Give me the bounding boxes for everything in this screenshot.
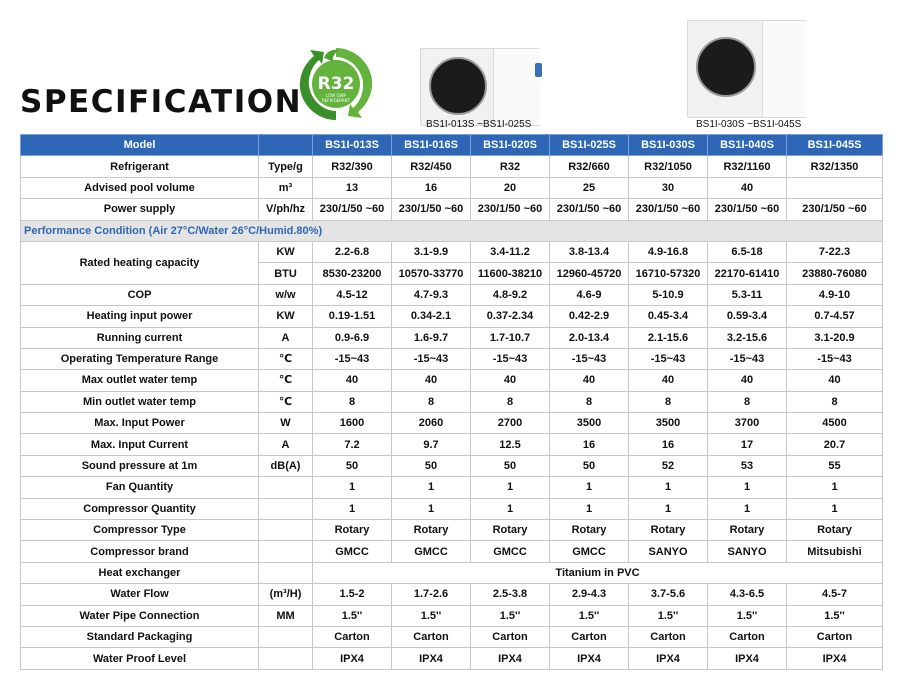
cell-value: 20 bbox=[471, 177, 550, 198]
cell-value: 8 bbox=[471, 391, 550, 412]
cell-value: 1.5'' bbox=[708, 605, 787, 626]
cell-value: 50 bbox=[550, 455, 629, 476]
cell-value: 2.5-3.8 bbox=[471, 584, 550, 605]
cell-value: 4.3-6.5 bbox=[708, 584, 787, 605]
cell-value: 8 bbox=[313, 391, 392, 412]
cell-value: 4.7-9.3 bbox=[392, 284, 471, 305]
cell-value: 1 bbox=[629, 498, 708, 519]
cell-value: Mitsubishi bbox=[787, 541, 883, 562]
cell-value: 1 bbox=[392, 477, 471, 498]
cell-value: 1.7-10.7 bbox=[471, 327, 550, 348]
row-unit: ℃ bbox=[259, 348, 313, 369]
cell-value: 1.5'' bbox=[550, 605, 629, 626]
row-unit bbox=[259, 541, 313, 562]
cell-value: 1 bbox=[629, 477, 708, 498]
row-label: Sound pressure at 1m bbox=[21, 455, 259, 476]
cell-value: 13 bbox=[313, 177, 392, 198]
cell-value: 11600-38210 bbox=[471, 263, 550, 284]
cell-value: 16710-57320 bbox=[629, 263, 708, 284]
cell-value: 1 bbox=[313, 498, 392, 519]
cell-value: 25 bbox=[550, 177, 629, 198]
cell-value: GMCC bbox=[550, 541, 629, 562]
cell-value: 4500 bbox=[787, 413, 883, 434]
row-unit: m³ bbox=[259, 177, 313, 198]
cell-value: 1.5'' bbox=[313, 605, 392, 626]
section-title: Performance Condition (Air 27°C/Water 26°C/Humid.80%) bbox=[21, 220, 883, 241]
product-image-large-unit bbox=[687, 20, 807, 118]
page-title: SPECIFICATION bbox=[20, 84, 303, 120]
svg-text:R32: R32 bbox=[317, 74, 355, 94]
table-row bbox=[21, 626, 883, 647]
cell-value: 1600 bbox=[313, 413, 392, 434]
cell-value: 16 bbox=[392, 177, 471, 198]
row-unit: (m³/H) bbox=[259, 584, 313, 605]
table-row bbox=[21, 413, 883, 434]
row-label: Compressor Quantity bbox=[21, 498, 259, 519]
row-label: Water Proof Level bbox=[21, 648, 259, 669]
cell-value: -15~43 bbox=[708, 348, 787, 369]
header-model: BS1I-040S bbox=[708, 135, 787, 156]
table-header-row bbox=[21, 135, 883, 156]
cell-value: 7-22.3 bbox=[787, 241, 883, 262]
cell-value: 1 bbox=[708, 477, 787, 498]
row-label: Advised pool volume bbox=[21, 177, 259, 198]
row-unit bbox=[259, 648, 313, 669]
header-unit bbox=[259, 135, 313, 156]
row-unit: V/ph/hz bbox=[259, 199, 313, 220]
table-row bbox=[21, 348, 883, 369]
cell-value: 16 bbox=[550, 434, 629, 455]
cell-value: 0.42-2.9 bbox=[550, 306, 629, 327]
row-label: Standard Packaging bbox=[21, 626, 259, 647]
cell-value: 0.45-3.4 bbox=[629, 306, 708, 327]
cell-value: 1 bbox=[392, 498, 471, 519]
row-label: Water Pipe Connection bbox=[21, 605, 259, 626]
table-row bbox=[21, 391, 883, 412]
heat-exchanger-row bbox=[21, 562, 883, 583]
cell-value: 2.9-4.3 bbox=[550, 584, 629, 605]
cell-value: 1.6-9.7 bbox=[392, 327, 471, 348]
cell-value: 52 bbox=[629, 455, 708, 476]
cell-value: IPX4 bbox=[787, 648, 883, 669]
cell-value: Rotary bbox=[313, 520, 392, 541]
row-unit: W bbox=[259, 413, 313, 434]
cell-value: -15~43 bbox=[550, 348, 629, 369]
cell-value: 2060 bbox=[392, 413, 471, 434]
row-label: Running current bbox=[21, 327, 259, 348]
row-label: Heat exchanger bbox=[21, 562, 259, 583]
cell-value: SANYO bbox=[708, 541, 787, 562]
cell-value: 0.19-1.51 bbox=[313, 306, 392, 327]
cell-value: R32 bbox=[471, 156, 550, 177]
cell-value: 20.7 bbox=[787, 434, 883, 455]
cell-value: 22170-61410 bbox=[708, 263, 787, 284]
table-row bbox=[21, 327, 883, 348]
cell-value: 3.1-9.9 bbox=[392, 241, 471, 262]
specification-table bbox=[20, 134, 883, 670]
cell-value: 8 bbox=[708, 391, 787, 412]
table-row bbox=[21, 306, 883, 327]
cell-value: 0.34-2.1 bbox=[392, 306, 471, 327]
row-unit bbox=[259, 477, 313, 498]
cell-value: 8 bbox=[392, 391, 471, 412]
row-label: COP bbox=[21, 284, 259, 305]
row-label: Rated heating capacity bbox=[21, 241, 259, 284]
cell-value: GMCC bbox=[471, 541, 550, 562]
cell-value: 50 bbox=[313, 455, 392, 476]
header-model: BS1I-025S bbox=[550, 135, 629, 156]
table-row bbox=[21, 648, 883, 669]
cell-value: 50 bbox=[392, 455, 471, 476]
cell-value: SANYO bbox=[629, 541, 708, 562]
cell-value: 2.2-6.8 bbox=[313, 241, 392, 262]
row-label: Fan Quantity bbox=[21, 477, 259, 498]
cell-value: Rotary bbox=[392, 520, 471, 541]
svg-text:LOW GWP: LOW GWP bbox=[326, 93, 346, 98]
row-unit bbox=[259, 520, 313, 541]
table-row bbox=[21, 520, 883, 541]
cell-value: 9.7 bbox=[392, 434, 471, 455]
cell-value: 1 bbox=[471, 498, 550, 519]
cell-value: Carton bbox=[392, 626, 471, 647]
cell-value: 1 bbox=[550, 477, 629, 498]
cell-value: 3.4-11.2 bbox=[471, 241, 550, 262]
cell-value: 0.7-4.57 bbox=[787, 306, 883, 327]
row-unit bbox=[259, 498, 313, 519]
row-label: Max. Input Power bbox=[21, 413, 259, 434]
cell-value: 40 bbox=[708, 370, 787, 391]
row-unit: KW bbox=[259, 241, 313, 262]
row-unit: ℃ bbox=[259, 370, 313, 391]
cell-value: 6.5-18 bbox=[708, 241, 787, 262]
cell-value: 7.2 bbox=[313, 434, 392, 455]
table-row bbox=[21, 605, 883, 626]
cell-value: 8 bbox=[787, 391, 883, 412]
table-row bbox=[21, 434, 883, 455]
product-image-small-unit bbox=[420, 48, 540, 126]
cell-value: 40 bbox=[708, 177, 787, 198]
cell-value: Carton bbox=[471, 626, 550, 647]
table-row bbox=[21, 455, 883, 476]
row-unit bbox=[259, 562, 313, 583]
header-model: BS1I-020S bbox=[471, 135, 550, 156]
cell-value: 1.5'' bbox=[629, 605, 708, 626]
page-header bbox=[0, 0, 900, 134]
cell-value: 2.0-13.4 bbox=[550, 327, 629, 348]
cell-value: 230/1/50 ~60 bbox=[708, 199, 787, 220]
cell-value: 4.9-16.8 bbox=[629, 241, 708, 262]
cell-value: 23880-76080 bbox=[787, 263, 883, 284]
table-row bbox=[21, 156, 883, 177]
header-model: BS1I-013S bbox=[313, 135, 392, 156]
cell-value: 2700 bbox=[471, 413, 550, 434]
table-row bbox=[21, 498, 883, 519]
cell-value: 1.7-2.6 bbox=[392, 584, 471, 605]
row-unit: dB(A) bbox=[259, 455, 313, 476]
cell-value: 0.59-3.4 bbox=[708, 306, 787, 327]
row-unit: KW bbox=[259, 306, 313, 327]
cell-value: 40 bbox=[787, 370, 883, 391]
product-caption-small: BS1I-013S ~BS1I-025S bbox=[426, 119, 532, 130]
cell-value: 0.37-2.34 bbox=[471, 306, 550, 327]
cell-value: 5.3-11 bbox=[708, 284, 787, 305]
cell-value: IPX4 bbox=[471, 648, 550, 669]
cell-value: Rotary bbox=[629, 520, 708, 541]
cell-value: 8530-23200 bbox=[313, 263, 392, 284]
cell-value: 17 bbox=[708, 434, 787, 455]
row-label: Operating Temperature Range bbox=[21, 348, 259, 369]
cell-value: IPX4 bbox=[708, 648, 787, 669]
cell-value: -15~43 bbox=[313, 348, 392, 369]
cell-value: Rotary bbox=[708, 520, 787, 541]
cell-value: 1 bbox=[313, 477, 392, 498]
cell-value: 3700 bbox=[708, 413, 787, 434]
header-model: BS1I-016S bbox=[392, 135, 471, 156]
cell-value: R32/1050 bbox=[629, 156, 708, 177]
header-model-label: Model bbox=[21, 135, 259, 156]
row-label: Heating input power bbox=[21, 306, 259, 327]
cell-value: 5-10.9 bbox=[629, 284, 708, 305]
cell-value: IPX4 bbox=[313, 648, 392, 669]
cell-value: 40 bbox=[471, 370, 550, 391]
cell-value: 230/1/50 ~60 bbox=[629, 199, 708, 220]
cell-value: 2.1-15.6 bbox=[629, 327, 708, 348]
svg-text:REFRIGERANT: REFRIGERANT bbox=[322, 98, 350, 103]
cell-value: -15~43 bbox=[392, 348, 471, 369]
row-unit: Type/g bbox=[259, 156, 313, 177]
table-row bbox=[21, 584, 883, 605]
cell-value: 3.8-13.4 bbox=[550, 241, 629, 262]
row-label: Power supply bbox=[21, 199, 259, 220]
cell-value: 30 bbox=[629, 177, 708, 198]
row-unit: BTU bbox=[259, 263, 313, 284]
cell-value: 10570-33770 bbox=[392, 263, 471, 284]
cell-value: 4.9-10 bbox=[787, 284, 883, 305]
cell-value: 1 bbox=[708, 498, 787, 519]
header-model: BS1I-045S bbox=[787, 135, 883, 156]
row-unit: MM bbox=[259, 605, 313, 626]
row-label: Compressor Type bbox=[21, 520, 259, 541]
fan-grille-icon bbox=[429, 57, 487, 115]
cell-value: Rotary bbox=[787, 520, 883, 541]
row-unit: A bbox=[259, 327, 313, 348]
row-unit: A bbox=[259, 434, 313, 455]
row-label: Compressor brand bbox=[21, 541, 259, 562]
cell-value: 230/1/50 ~60 bbox=[471, 199, 550, 220]
cell-value: Carton bbox=[629, 626, 708, 647]
row-unit: w/w bbox=[259, 284, 313, 305]
row-label: Max. Input Current bbox=[21, 434, 259, 455]
cell-value: R32/390 bbox=[313, 156, 392, 177]
section-row bbox=[21, 220, 883, 241]
header-model: BS1I-030S bbox=[629, 135, 708, 156]
cell-value: -15~43 bbox=[787, 348, 883, 369]
cell-value: 4.6-9 bbox=[550, 284, 629, 305]
cell-value: 230/1/50 ~60 bbox=[313, 199, 392, 220]
cell-value: -15~43 bbox=[471, 348, 550, 369]
cell-value: 230/1/50 ~60 bbox=[550, 199, 629, 220]
cell-value: Carton bbox=[313, 626, 392, 647]
cell-value: GMCC bbox=[392, 541, 471, 562]
fan-grille-icon bbox=[696, 37, 756, 97]
cell-value: 55 bbox=[787, 455, 883, 476]
cell-value: 4.5-7 bbox=[787, 584, 883, 605]
cell-value: 1 bbox=[550, 498, 629, 519]
cell-value: 4.5-12 bbox=[313, 284, 392, 305]
cell-value: R32/660 bbox=[550, 156, 629, 177]
cell-value: 1.5'' bbox=[471, 605, 550, 626]
table-row bbox=[21, 177, 883, 198]
cell-value: 3500 bbox=[629, 413, 708, 434]
cell-value: 16 bbox=[629, 434, 708, 455]
cell-value: Rotary bbox=[550, 520, 629, 541]
cell-value: 53 bbox=[708, 455, 787, 476]
cell-value: 3.2-15.6 bbox=[708, 327, 787, 348]
table-row bbox=[21, 199, 883, 220]
row-label: Water Flow bbox=[21, 584, 259, 605]
row-label: Min outlet water temp bbox=[21, 391, 259, 412]
cell-value: 1 bbox=[471, 477, 550, 498]
cell-value: 12.5 bbox=[471, 434, 550, 455]
cell-value: R32/1350 bbox=[787, 156, 883, 177]
cell-value: R32/450 bbox=[392, 156, 471, 177]
cell-value: -15~43 bbox=[629, 348, 708, 369]
row-unit bbox=[259, 626, 313, 647]
cell-value: Rotary bbox=[471, 520, 550, 541]
cell-value: 3.7-5.6 bbox=[629, 584, 708, 605]
cell-value: IPX4 bbox=[629, 648, 708, 669]
cell-value: IPX4 bbox=[392, 648, 471, 669]
cell-value: Titanium in PVC bbox=[313, 562, 883, 583]
cell-value: GMCC bbox=[313, 541, 392, 562]
cell-value: 4.8-9.2 bbox=[471, 284, 550, 305]
cell-value: 40 bbox=[313, 370, 392, 391]
cell-value: 3500 bbox=[550, 413, 629, 434]
table-row bbox=[21, 370, 883, 391]
row-label: Refrigerant bbox=[21, 156, 259, 177]
cell-value: 12960-45720 bbox=[550, 263, 629, 284]
cell-value: 40 bbox=[629, 370, 708, 391]
cell-value bbox=[787, 177, 883, 198]
product-caption-large: BS1I-030S ~BS1I-045S bbox=[696, 119, 802, 130]
cell-value: 1 bbox=[787, 498, 883, 519]
cell-value: 40 bbox=[550, 370, 629, 391]
cell-value: 8 bbox=[550, 391, 629, 412]
cell-value: 1 bbox=[787, 477, 883, 498]
cell-value: 50 bbox=[471, 455, 550, 476]
cell-value: 8 bbox=[629, 391, 708, 412]
cell-value: Carton bbox=[708, 626, 787, 647]
cell-value: 40 bbox=[392, 370, 471, 391]
table-row bbox=[21, 241, 883, 262]
table-row bbox=[21, 284, 883, 305]
table-row bbox=[21, 541, 883, 562]
cell-value: R32/1160 bbox=[708, 156, 787, 177]
cell-value: 3.1-20.9 bbox=[787, 327, 883, 348]
cell-value: 1.5-2 bbox=[313, 584, 392, 605]
water-pipe-icon bbox=[535, 63, 542, 77]
side-panel bbox=[493, 49, 540, 125]
cell-value: IPX4 bbox=[550, 648, 629, 669]
cell-value: 0.9-6.9 bbox=[313, 327, 392, 348]
cell-value: 230/1/50 ~60 bbox=[392, 199, 471, 220]
cell-value: 1.5'' bbox=[787, 605, 883, 626]
row-label: Max outlet water temp bbox=[21, 370, 259, 391]
row-unit: ℃ bbox=[259, 391, 313, 412]
cell-value: Carton bbox=[550, 626, 629, 647]
cell-value: 230/1/50 ~60 bbox=[787, 199, 883, 220]
cell-value: Carton bbox=[787, 626, 883, 647]
table-row bbox=[21, 477, 883, 498]
side-panel bbox=[762, 21, 807, 117]
r32-logo bbox=[296, 44, 376, 124]
cell-value: 1.5'' bbox=[392, 605, 471, 626]
